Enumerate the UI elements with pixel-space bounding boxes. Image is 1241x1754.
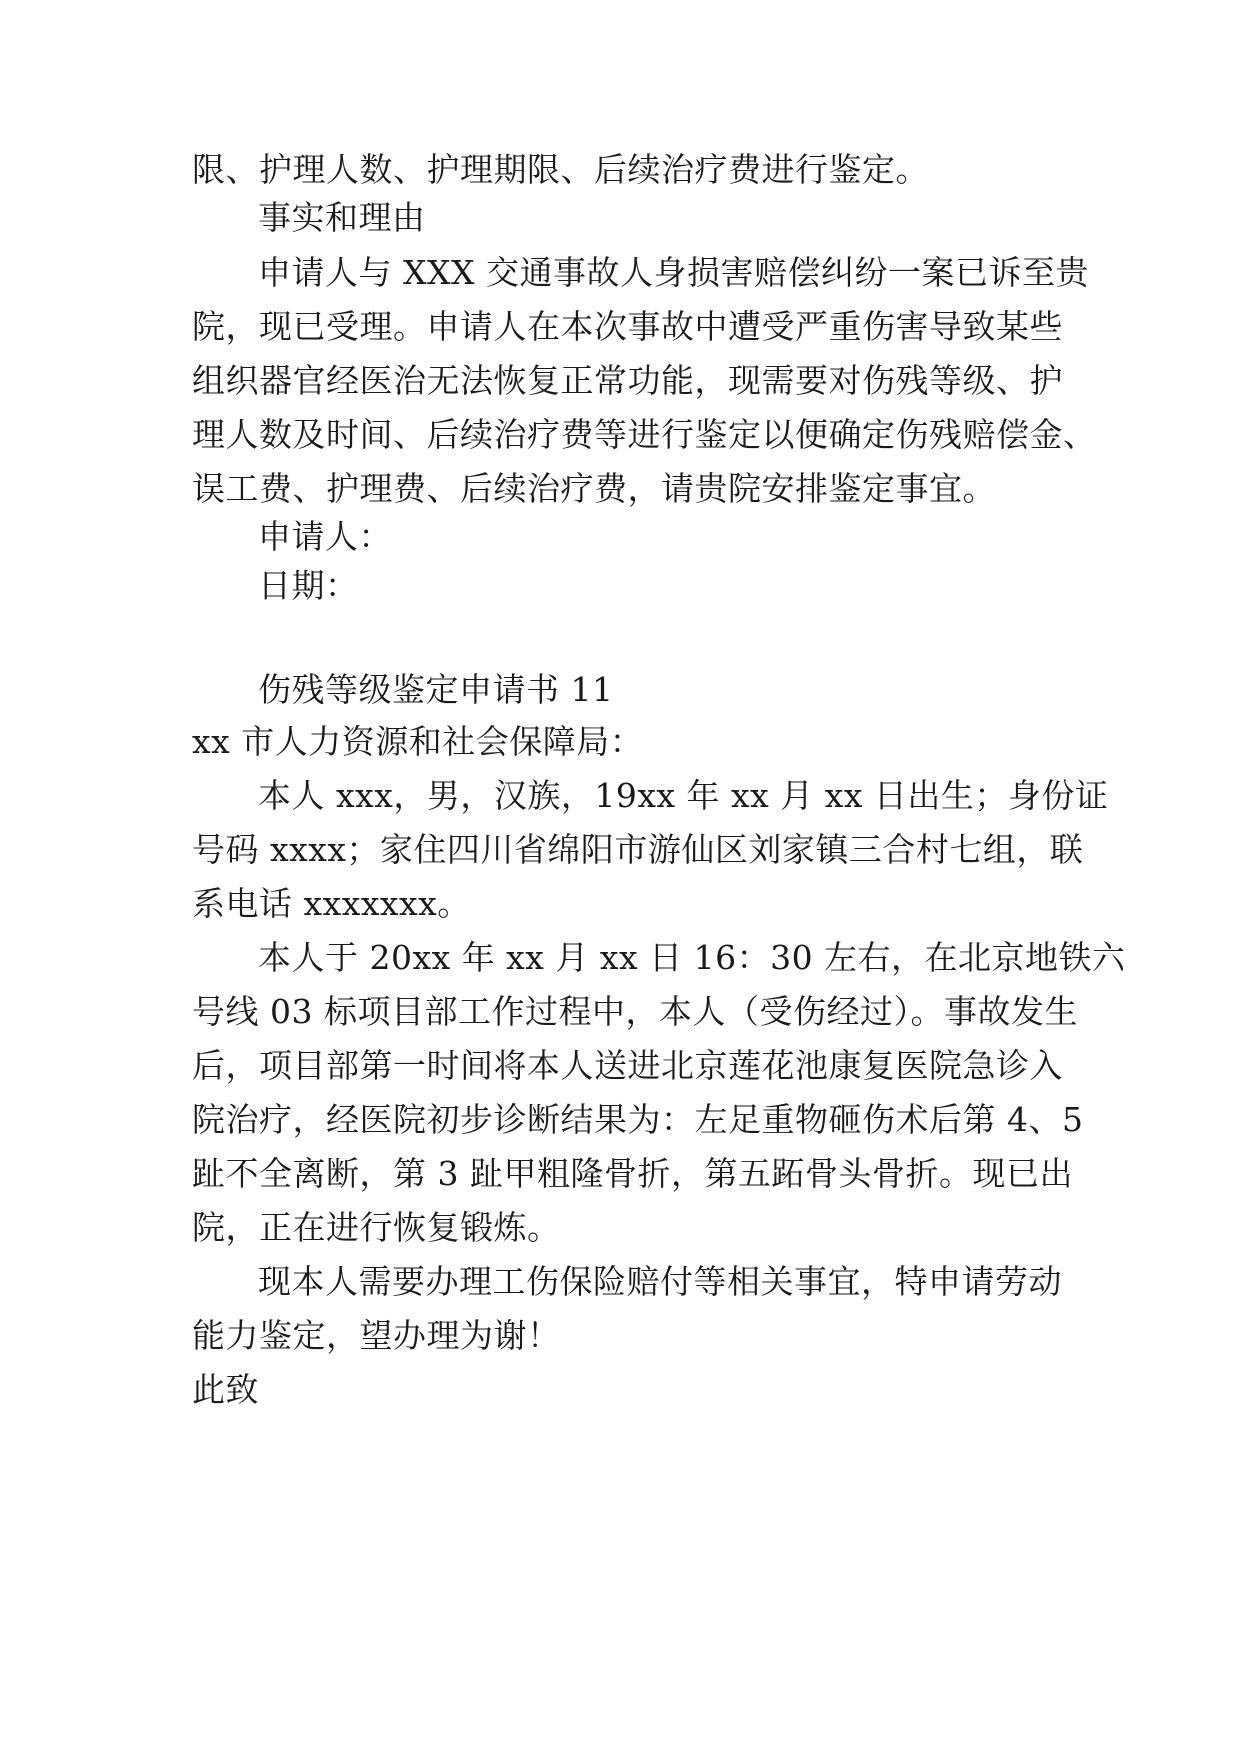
paragraph-line: 号线 03 标项目部工作过程中，本人（受伤经过）。事故发生	[192, 992, 1078, 1031]
paragraph-line: 本人于 20xx 年 xx 月 xx 日 16：30 左右，在北京地铁六	[258, 938, 1126, 977]
paragraph-line: 理人数及时间、后续治疗费等进行鉴定以便确定伤残赔偿金、	[192, 415, 1097, 454]
paragraph-line: 组织器官经医治无法恢复正常功能，现需要对伤残等级、护	[192, 361, 1063, 400]
paragraph-line: 号码 xxxx；家住四川省绵阳市游仙区刘家镇三合村七组，联	[192, 830, 1084, 869]
section-heading: 事实和理由	[258, 198, 426, 237]
applicant-label: 申请人：	[258, 517, 392, 556]
closing-line: 此致	[192, 1370, 259, 1409]
paragraph-line: 趾不全离断，第 3 趾甲粗隆骨折，第五跖骨头骨折。现已出	[192, 1154, 1073, 1193]
paragraph-line: 本人 xxx，男，汉族，19xx 年 xx 月 xx 日出生；身份证	[258, 776, 1109, 815]
paragraph-line: 能力鉴定，望办理为谢！	[192, 1316, 561, 1355]
paragraph-line: 后，项目部第一时间将本人送进北京莲花池康复医院急诊入	[192, 1046, 1063, 1085]
paragraph-line: 限、护理人数、护理期限、后续治疗费进行鉴定。	[192, 150, 929, 189]
date-label: 日期：	[258, 566, 359, 605]
paragraph-line: 院，现已受理。申请人在本次事故中遭受严重伤害导致某些	[192, 307, 1063, 346]
document-title: 伤残等级鉴定申请书 11	[258, 670, 614, 709]
paragraph-line: 误工费、护理费、后续治疗费，请贵院安排鉴定事宜。	[192, 469, 996, 508]
paragraph-line: 现本人需要办理工伤保险赔付等相关事宜，特申请劳动	[258, 1262, 1062, 1301]
paragraph-line: 院治疗，经医院初步诊断结果为：左足重物砸伤术后第 4、5	[192, 1100, 1084, 1139]
paragraph-line: 院，正在进行恢复锻炼。	[192, 1208, 561, 1247]
recipient-line: xx 市人力资源和社会保障局：	[192, 722, 644, 761]
paragraph-line: 系电话 xxxxxxx。	[192, 884, 471, 923]
paragraph-line: 申请人与 XXX 交通事故人身损害赔偿纠纷一案已诉至贵	[258, 253, 1089, 292]
